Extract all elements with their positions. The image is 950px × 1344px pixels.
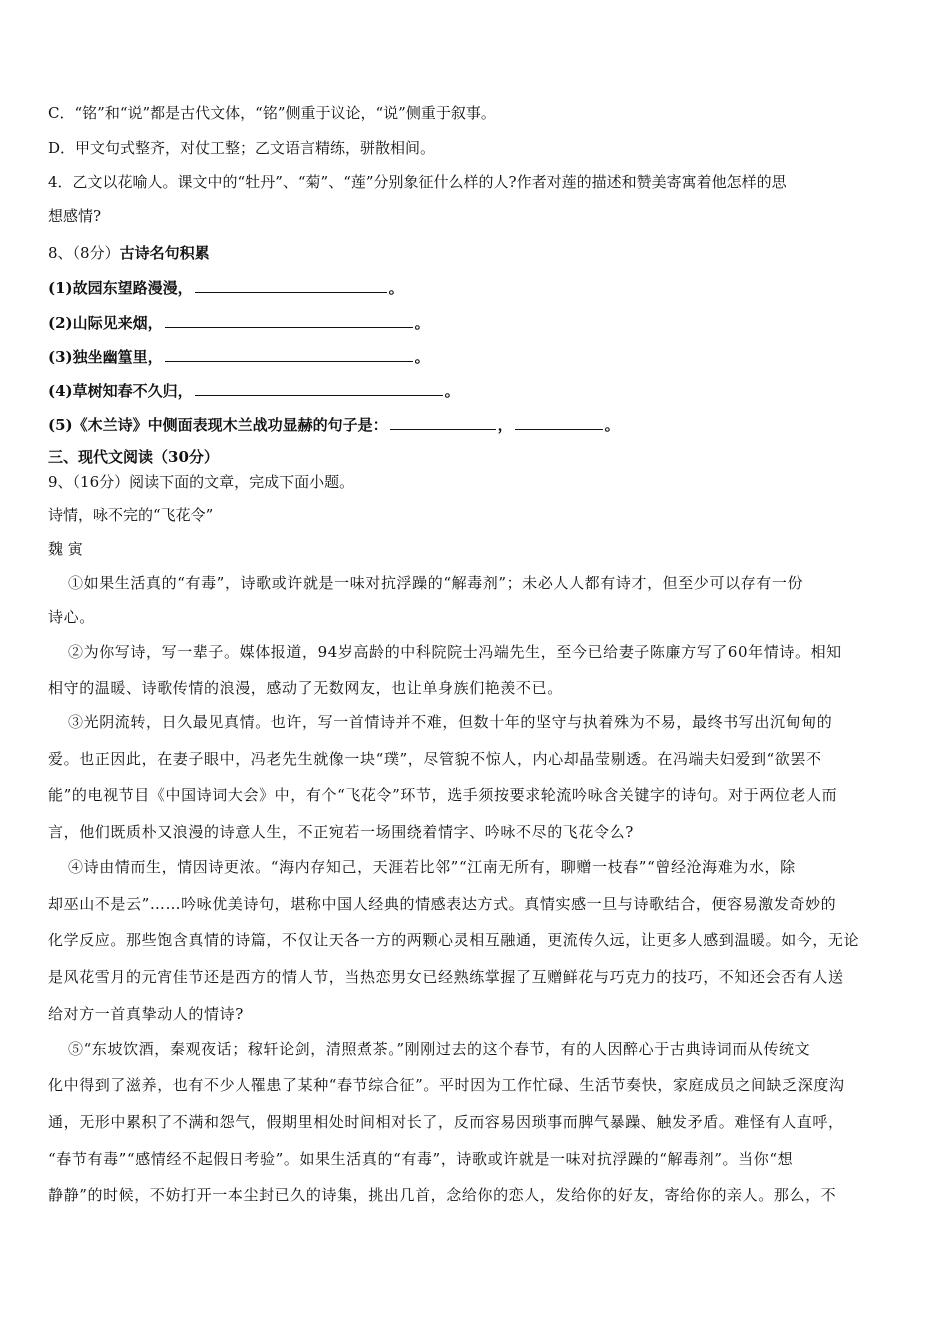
answer-blank (195, 278, 387, 293)
poem-item-1 (48, 278, 404, 298)
question-4-line-1: 4．乙文以花喻人。课文中的“牡丹”、“菊”、“莲”分别象征什么样的人?作者对莲的描述和赞美寄寓着他怎样的思 (48, 173, 787, 191)
article-title: 诗情，咏不完的“飞花令” (48, 506, 214, 524)
answer-blank (165, 313, 413, 328)
poem-item-3 (48, 347, 430, 367)
article-line: 化中得到了滋养，也有不少人罹患了某种“春节综合征”。平时因为工作忙碌、生活节奏快，家庭成员之间缺乏深度沟 (48, 1076, 845, 1094)
article-line: 相守的温暖、诗歌传情的浪漫，感动了无数网友，也让单身族们艳羡不已。 (48, 679, 563, 697)
option-c: C．“铭”和“说”都是古代文体，“铭”侧重于议论，“说”侧重于叙事。 (48, 104, 496, 122)
poem-item-4 (48, 381, 460, 401)
poem-item-end: 。 (604, 416, 620, 434)
question-8-heading (48, 243, 210, 263)
article-line: 化学反应。那些饱含真情的诗篇，不仅让天各一方的两颗心灵相互融通，更流传久远，让更多人感到温暖。如今，无论 (48, 931, 860, 949)
answer-blank (515, 415, 603, 430)
article-line: 爱。也正因此，在妻子眼中，冯老先生就像一块“璞”，尽管貌不惊人，内心却晶莹剔透。在冯端夫妇爱到“欲罢不 (48, 750, 822, 768)
poem-item-text: (1)故园东望路漫漫， (48, 279, 193, 297)
article-line: 给对方一首真挚动人的情诗? (48, 1005, 244, 1023)
answer-blank (195, 381, 443, 396)
article-author: 魏 寅 (48, 540, 83, 558)
poem-item-2 (48, 313, 430, 333)
poem-item-end: 。 (444, 382, 460, 400)
question-9-heading: 9、（16分）阅读下面的文章，完成下面小题。 (48, 473, 355, 491)
article-line: 通，无形中累积了不满和怨气，假期里相处时间相对长了，反而容易因琐事而脾气暴躁、触发矛盾。难怪有人直呼， (48, 1113, 844, 1131)
question-8-title: 古诗名句积累 (119, 244, 210, 262)
poem-item-text: (5)《木兰诗》中侧面表现木兰战功显赫的句子是： (48, 416, 388, 434)
answer-blank (390, 415, 496, 430)
article-line: ③光阴流转，日久最见真情。也许，写一首情诗并不难，但数十年的坚守与执着殊为不易，最终书写出沉甸甸的 (68, 713, 833, 731)
poem-item-text: (2)山际见来烟， (48, 314, 163, 332)
article-line: 诗心。 (48, 608, 95, 626)
article-line: ⑤“东坡饮酒，秦观夜话；稼轩论剑，清照煮茶。”刚刚过去的这个春节，有的人因醉心于古典诗词而从传统文 (68, 1040, 811, 1058)
article-line: 言，他们既质朴又浪漫的诗意人生，不正宛若一场围绕着情字、吟咏不尽的飞花令么? (48, 823, 634, 841)
poem-item-mid: ， (497, 416, 513, 434)
article-line: 能”的电视节目《中国诗词大会》中，有个“飞花令”环节，选手须按要求轮流吟咏含关键字的诗句。对于两位老人而 (48, 786, 838, 804)
option-d: D．甲文句式整齐，对仗工整；乙文语言精练，骈散相间。 (48, 139, 436, 157)
poem-item-end: 。 (414, 314, 430, 332)
article-line: ④诗由情而生，情因诗更浓。“海内存知己，天涯若比邻”“江南无所有，聊赠一枝春”“曾经沧海难为水，除 (68, 858, 796, 876)
article-line: 静静”的时候，不妨打开一本尘封已久的诗集，挑出几首，念给你的恋人，发给你的好友，寄给你的亲人。那么，不 (48, 1186, 837, 1204)
section-3-title: 三、现代文阅读（30分） (48, 448, 219, 466)
poem-item-end: 。 (414, 348, 430, 366)
article-line: 却巫山不是云”……吟咏优美诗句，堪称中国人经典的情感表达方式。真情实感一旦与诗歌结合，便容易激发奇妙的 (48, 895, 837, 913)
poem-item-text: (3)独坐幽篁里， (48, 348, 163, 366)
question-8-number: 8、（8分） (48, 244, 120, 262)
answer-blank (165, 347, 413, 362)
article-line: “春节有毒”“感情经不起假日考验”。如果生活真的“有毒”，诗歌或许就是一味对抗浮躁的“解毒剂”。当你“想 (48, 1150, 794, 1168)
poem-item-end: 。 (388, 279, 404, 297)
poem-item-5 (48, 415, 620, 435)
article-line: 是风花雪月的元宵佳节还是西方的情人节，当热恋男女已经熟练掌握了互赠鲜花与巧克力的技巧，不知还会否有人送 (48, 968, 844, 986)
article-line: ②为你写诗，写一辈子。媒体报道，94岁高龄的中科院院士冯端先生，至今已给妻子陈廉方写了60年情诗。相知 (68, 643, 842, 661)
poem-item-text: (4)草树知春不久归， (48, 382, 193, 400)
article-line: ①如果生活真的“有毒”，诗歌或许就是一味对抗浮躁的“解毒剂”；未必人人都有诗才，但至少可以存有一份 (68, 574, 804, 592)
question-4-line-2: 想感情? (48, 207, 102, 225)
